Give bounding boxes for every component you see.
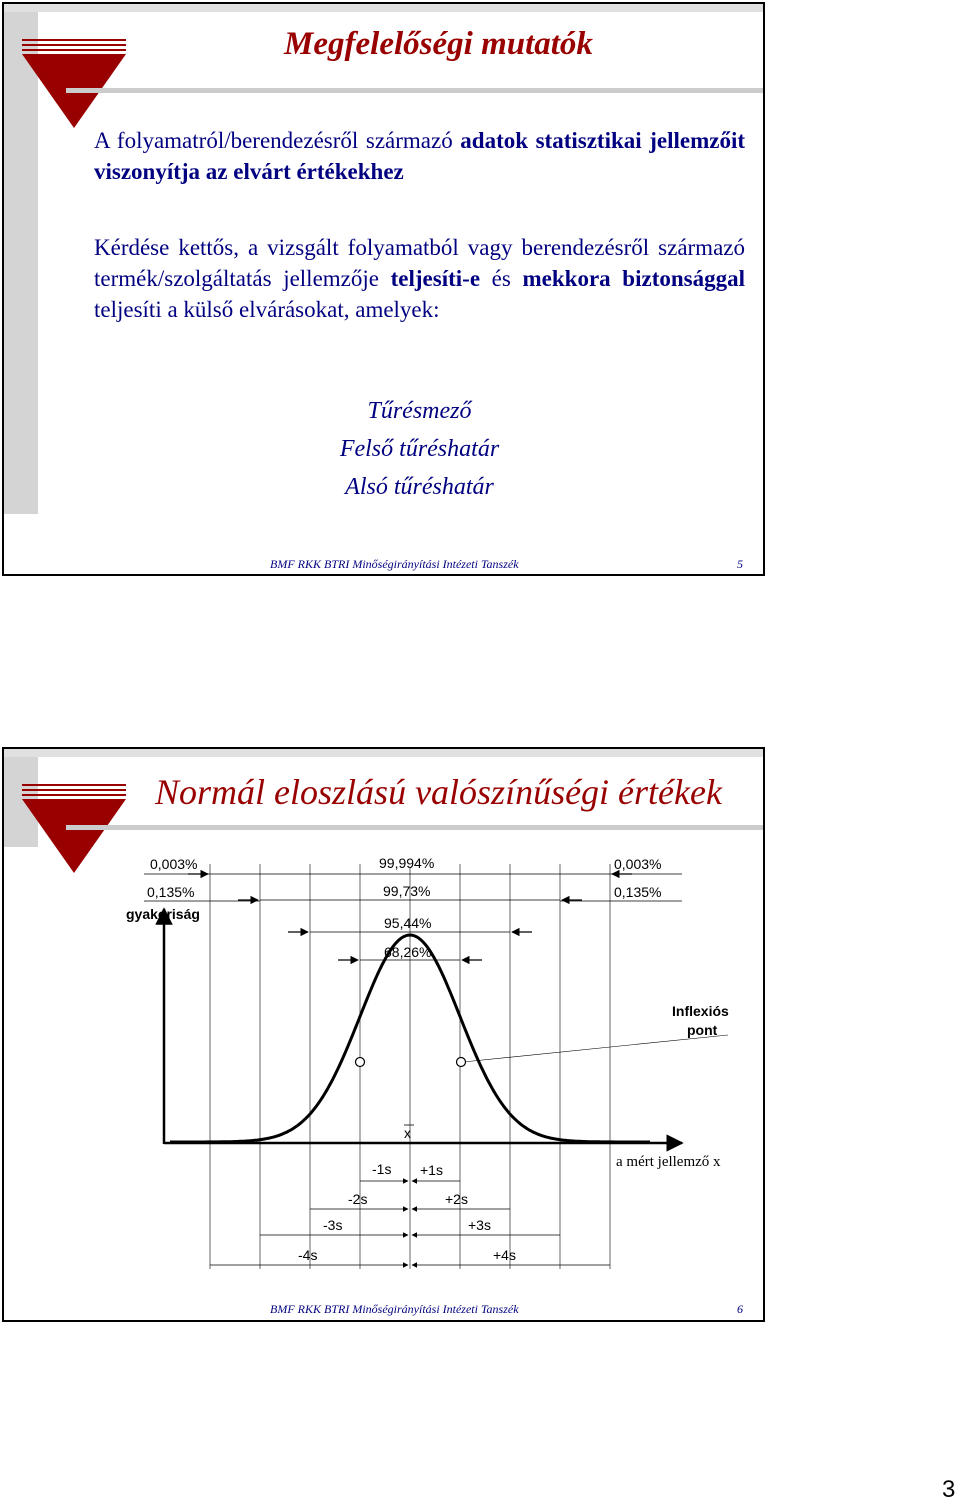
x-axis-label: a mért jellemző x [616, 1154, 721, 1170]
label-m3s: -3s [323, 1217, 343, 1233]
inflexion-leader [463, 1035, 728, 1062]
label-0135-right: 0,135% [614, 884, 662, 900]
label-99994: 99,994% [379, 855, 435, 871]
tolerance-list [94, 392, 745, 506]
label-6826: 68,26% [384, 944, 432, 960]
normal-distribution-chart [4, 749, 765, 1309]
label-m2s: -2s [348, 1191, 368, 1207]
slide-number: 6 [737, 1302, 743, 1316]
label-m1s: -1s [372, 1161, 392, 1177]
slide-2 [2, 747, 765, 1322]
list-item: Felső tűréshatár [339, 436, 500, 462]
label-0003-left: 0,003% [150, 856, 198, 872]
inflexion-point-left [356, 1058, 365, 1067]
label-p1s: +1s [420, 1162, 443, 1178]
slide-1 [2, 2, 765, 576]
label-m4s: -4s [298, 1247, 318, 1263]
y-axis-label: gyakoriság [126, 906, 200, 922]
footer: BMF RKK BTRI Minőségirányítási Intézeti Tanszék [270, 557, 519, 571]
list-item: Alsó tűréshatár [345, 474, 494, 500]
label-0135-left: 0,135% [147, 884, 195, 900]
label-p4s: +4s [493, 1247, 516, 1263]
mean-label: x [404, 1125, 411, 1141]
pont-label: pont [687, 1022, 718, 1038]
inflexion-point-right [457, 1058, 466, 1067]
paragraph-2: Kérdése kettős, a vizsgált folyamatból vagy berendezésről származó termék/szolgáltatás jellemzője teljesíti-e és mekkora biztonsággal teljesíti a külső elvárásokat, amelyek: [94, 235, 745, 322]
footer: BMF RKK BTRI Minőségirányítási Intézeti Tanszék [270, 1302, 519, 1316]
page-number: 3 [942, 1476, 956, 1503]
label-0003-right: 0,003% [614, 856, 662, 872]
slide-title: Normál eloszlású valószínűségi értékek [155, 772, 722, 812]
paragraph-1: A folyamatról/berendezésről származó adatok statisztikai jellemzőit viszonyítja az elvárt értékekhez [94, 128, 745, 184]
slide-title: Megfelelőségi mutatók [284, 26, 593, 62]
label-p2s: +2s [445, 1191, 468, 1207]
inflexios-label: Inflexiós [672, 1003, 729, 1019]
label-9973: 99,73% [383, 883, 431, 899]
label-9544: 95,44% [384, 915, 432, 931]
list-item: Tűrésmező [367, 398, 472, 424]
label-p3s: +3s [468, 1217, 491, 1233]
slide-number: 5 [737, 557, 743, 571]
